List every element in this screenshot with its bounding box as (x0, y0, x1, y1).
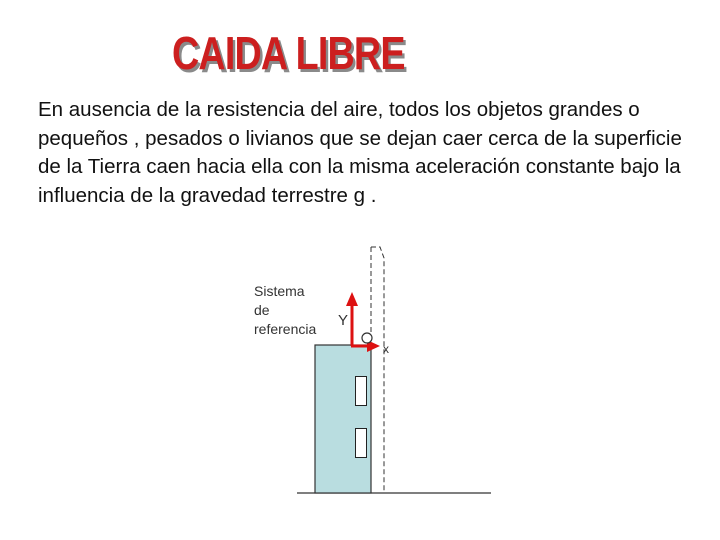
reference-label-line-1: Sistema (254, 283, 305, 299)
falling-object (362, 333, 372, 343)
reference-label-line-2: de (254, 302, 270, 318)
axis-y-arrowhead (346, 292, 358, 306)
missing-glyph-icon (355, 376, 367, 406)
building (315, 345, 371, 493)
slide-title: CAIDA LIBRE (172, 27, 405, 79)
axis-y-label: Y (338, 312, 349, 329)
reference-label-line-3: referencia (254, 321, 317, 337)
description-paragraph: En ausencia de la resistencia del aire, todos los objetos grandes o pequeños , pesados o livianos que se dejan caer cerca de la superficie de la Tierra caen hacia ella con la misma aceleración constante bajo la influencia de la gravedad terrestre g . (38, 98, 682, 207)
trajectory-dashed-path (371, 247, 384, 493)
axis-x-label: x (383, 342, 389, 356)
missing-glyph-icon (355, 428, 367, 458)
